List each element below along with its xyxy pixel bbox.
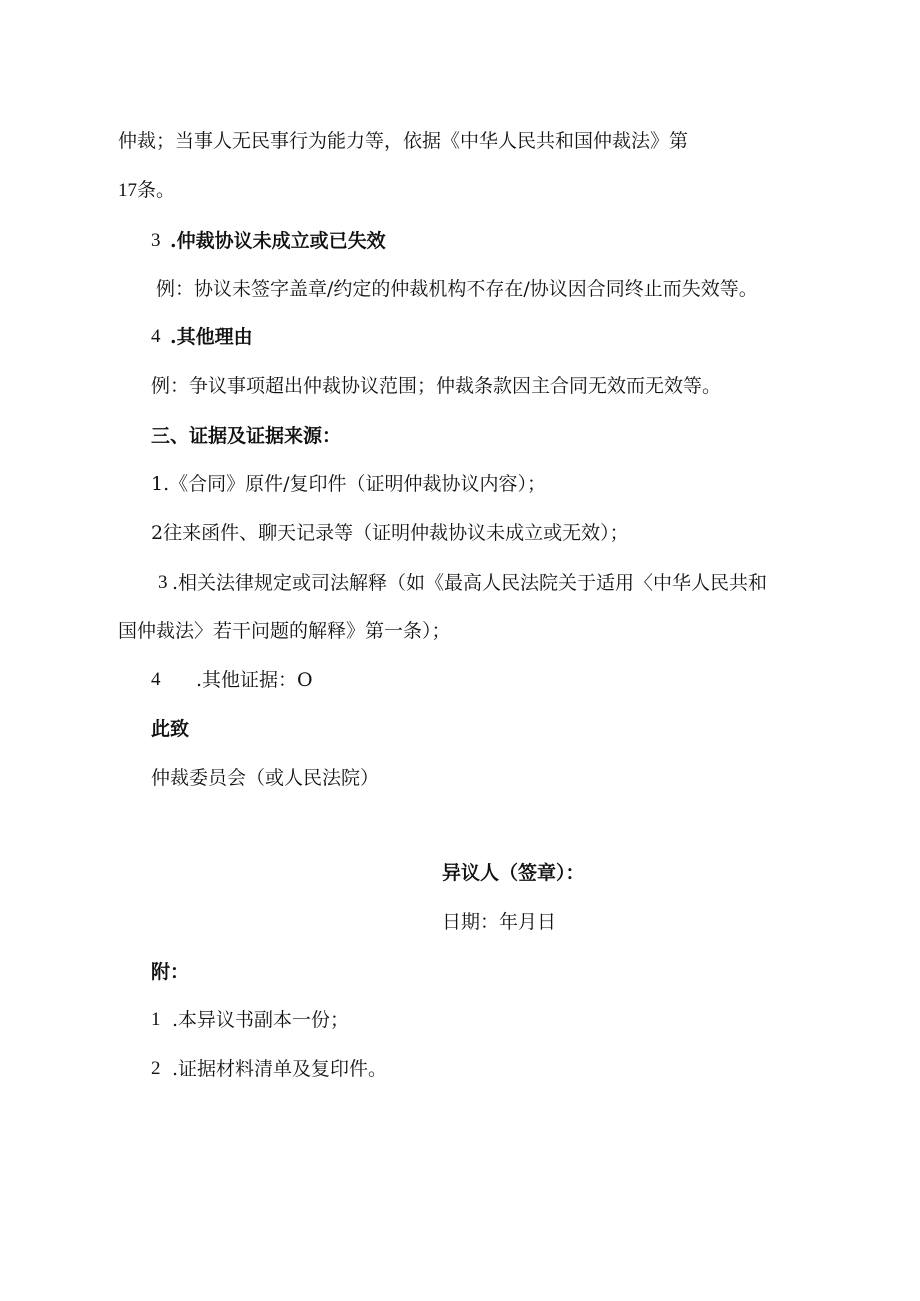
evidence-item: 1.《合同》原件/复印件（证明仲裁协议内容）； — [151, 473, 547, 495]
paragraph-line: 仲裁；当事人无民事行为能力等，依据《中华人民共和国仲裁法》第 — [118, 130, 689, 152]
item-number: 4 — [151, 326, 161, 347]
item-number: 1 — [151, 1009, 161, 1030]
item-number: 3 — [158, 572, 168, 593]
item-number: 4 — [151, 669, 161, 690]
attachment-item: .证据材料清单及复印件。 — [172, 1058, 388, 1080]
date-label: 日期：年月日 — [442, 911, 557, 933]
section-heading: 三、证据及证据来源： — [151, 425, 342, 447]
attachment-heading: 附： — [151, 961, 190, 983]
paragraph-line: 17条。 — [118, 180, 176, 201]
item-heading: .仲裁协议未成立或已失效 — [170, 230, 386, 252]
example-text: 例：争议事项超出仲裁协议范围；仲裁条款因主合同无效而无效等。 — [151, 375, 722, 397]
item-number: 2 — [151, 1058, 161, 1079]
item-number: 3 — [151, 230, 161, 251]
recipient: 仲裁委员会（或人民法院） — [151, 767, 380, 789]
item-heading: .其他理由 — [170, 326, 253, 348]
evidence-item: 2往来函件、聊天记录等（证明仲裁协议未成立或无效）； — [151, 522, 629, 544]
signature-label: 异议人（签章）： — [442, 862, 585, 884]
attachment-item: .本异议书副本一份； — [172, 1009, 350, 1031]
salutation: 此致 — [151, 718, 190, 740]
example-text: 例：协议未签字盖章/约定的仲裁机构不存在/协议因合同终止而失效等。 — [156, 278, 758, 300]
evidence-item: .相关法律规定或司法解释（如《最高人民法院关于适用〈中华人民共和 — [172, 572, 768, 594]
evidence-item-continued: 国仲裁法〉若干问题的解释》第一条）； — [118, 620, 451, 642]
evidence-item: .其他证据：O — [196, 669, 313, 691]
